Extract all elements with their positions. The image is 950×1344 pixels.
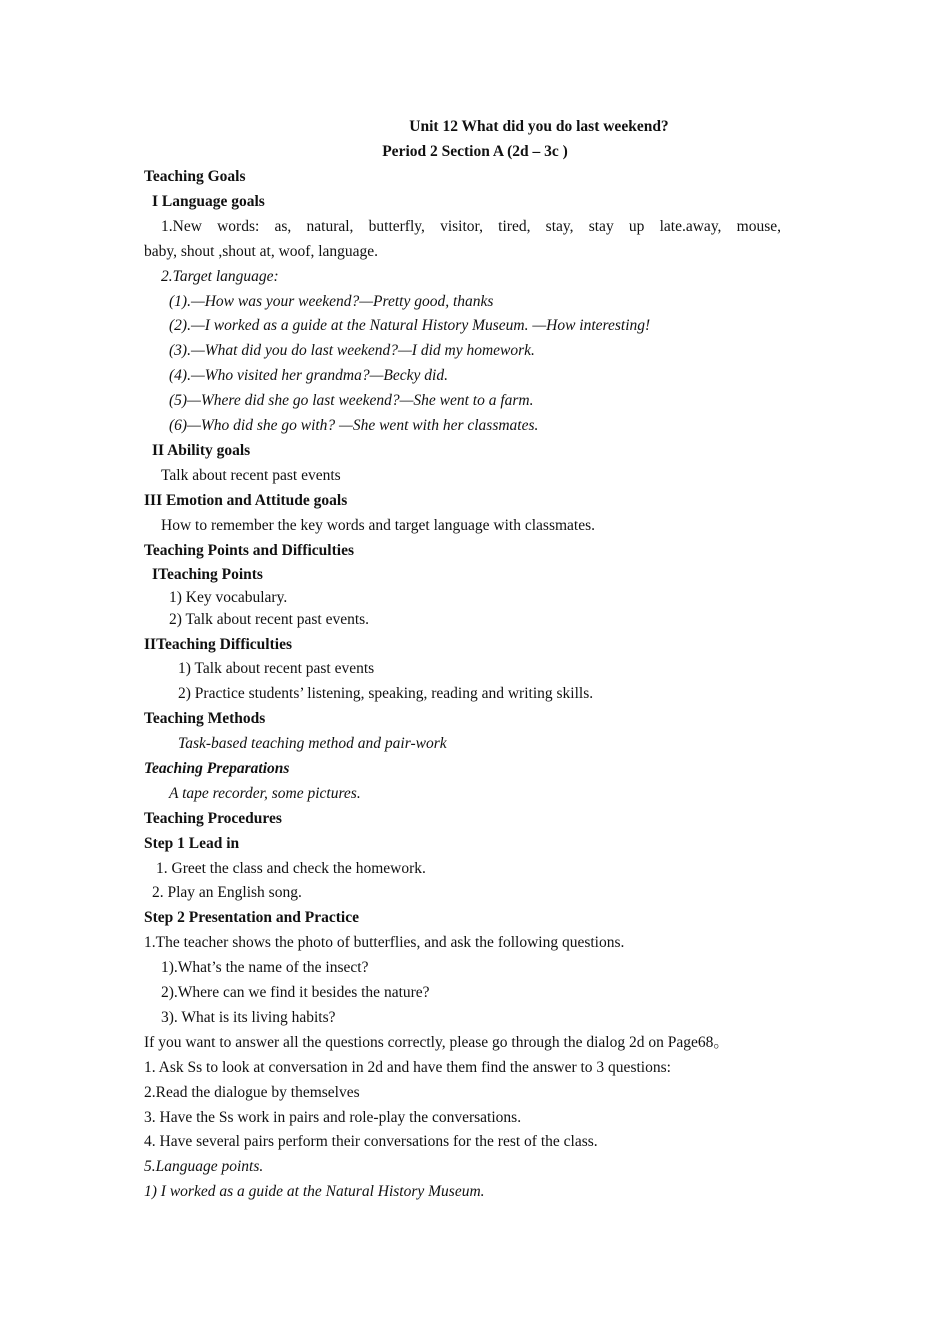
- step2-item-2: 2.Read the dialogue by themselves: [144, 1084, 360, 1101]
- step2-heading: Step 2 Presentation and Practice: [144, 909, 359, 926]
- step1-item-1: 1. Greet the class and check the homework.: [156, 860, 426, 877]
- step1-heading: Step 1 Lead in: [144, 835, 240, 852]
- step2-note: If you want to answer all the questions correctly, please go through the dialog 2d on Page68。: [144, 1034, 729, 1051]
- target-item-2: (2).—I worked as a guide at the Natural History Museum. —How interesting!: [169, 317, 651, 334]
- teaching-procedures-heading: Teaching Procedures: [144, 810, 282, 827]
- target-item-3: (3).—What did you do last weekend?—I did my homework.: [169, 342, 535, 359]
- teaching-point-1: 1) Key vocabulary.: [169, 589, 288, 606]
- points-difficulties-heading: Teaching Points and Difficulties: [144, 542, 354, 559]
- teaching-preparations-text: A tape recorder, some pictures.: [169, 785, 361, 802]
- step2-item-3: 3. Have the Ss work in pairs and role-play the conversations.: [144, 1109, 522, 1126]
- ability-goals-text: Talk about recent past events: [161, 467, 341, 484]
- step2-question-1: 1).What’s the name of the insect?: [161, 959, 369, 976]
- teaching-difficulties-heading: IITeaching Difficulties: [144, 636, 292, 653]
- step2-question-2: 2).Where can we find it besides the nature?: [161, 984, 430, 1001]
- teaching-methods-heading: Teaching Methods: [144, 710, 266, 727]
- emotion-goals-heading: III Emotion and Attitude goals: [144, 492, 348, 509]
- language-point-1: 1) I worked as a guide at the Natural History Museum.: [144, 1183, 485, 1200]
- target-item-5: (5)—Where did she go last weekend?—She went to a farm.: [169, 392, 534, 409]
- teaching-goals-heading: Teaching Goals: [144, 168, 246, 185]
- step1-item-2: 2. Play an English song.: [152, 884, 302, 901]
- target-item-4: (4).—Who visited her grandma?—Becky did.: [169, 367, 448, 384]
- new-words-line-1: 1.New words: as, natural, butterfly, visitor, tired, stay, stay up late.away, mouse,: [161, 218, 781, 235]
- step2-item-4: 4. Have several pairs perform their conversations for the rest of the class.: [144, 1133, 598, 1150]
- teaching-difficulty-1: 1) Talk about recent past events: [178, 660, 375, 677]
- target-language-heading: 2.Target language:: [161, 268, 279, 285]
- target-item-1: (1).—How was your weekend?—Pretty good, thanks: [169, 293, 494, 310]
- new-words-line-2: baby, shout ,shout at, woof, language.: [144, 243, 379, 260]
- teaching-difficulty-2: 2) Practice students’ listening, speaking, reading and writing skills.: [178, 685, 594, 702]
- step2-item-1: 1. Ask Ss to look at conversation in 2d and have them find the answer to 3 questions:: [144, 1059, 671, 1076]
- step2-intro: 1.The teacher shows the photo of butterflies, and ask the following questions.: [144, 934, 625, 951]
- teaching-points-heading: ITeaching Points: [152, 566, 263, 583]
- period-subtitle: Period 2 Section A (2d – 3c ): [382, 143, 568, 160]
- teaching-preparations-heading: Teaching Preparations: [144, 760, 290, 777]
- language-points-heading: 5.Language points.: [144, 1158, 264, 1175]
- teaching-methods-text: Task-based teaching method and pair-work: [178, 735, 447, 752]
- emotion-goals-text: How to remember the key words and target language with classmates.: [161, 517, 596, 534]
- unit-title: Unit 12 What did you do last weekend?: [409, 118, 669, 135]
- step2-question-3: 3). What is its living habits?: [161, 1009, 336, 1026]
- target-item-6: (6)—Who did she go with? —She went with her classmates.: [169, 417, 539, 434]
- ability-goals-heading: II Ability goals: [152, 442, 251, 459]
- teaching-point-2: 2) Talk about recent past events.: [169, 611, 370, 628]
- language-goals-heading: I Language goals: [152, 193, 265, 210]
